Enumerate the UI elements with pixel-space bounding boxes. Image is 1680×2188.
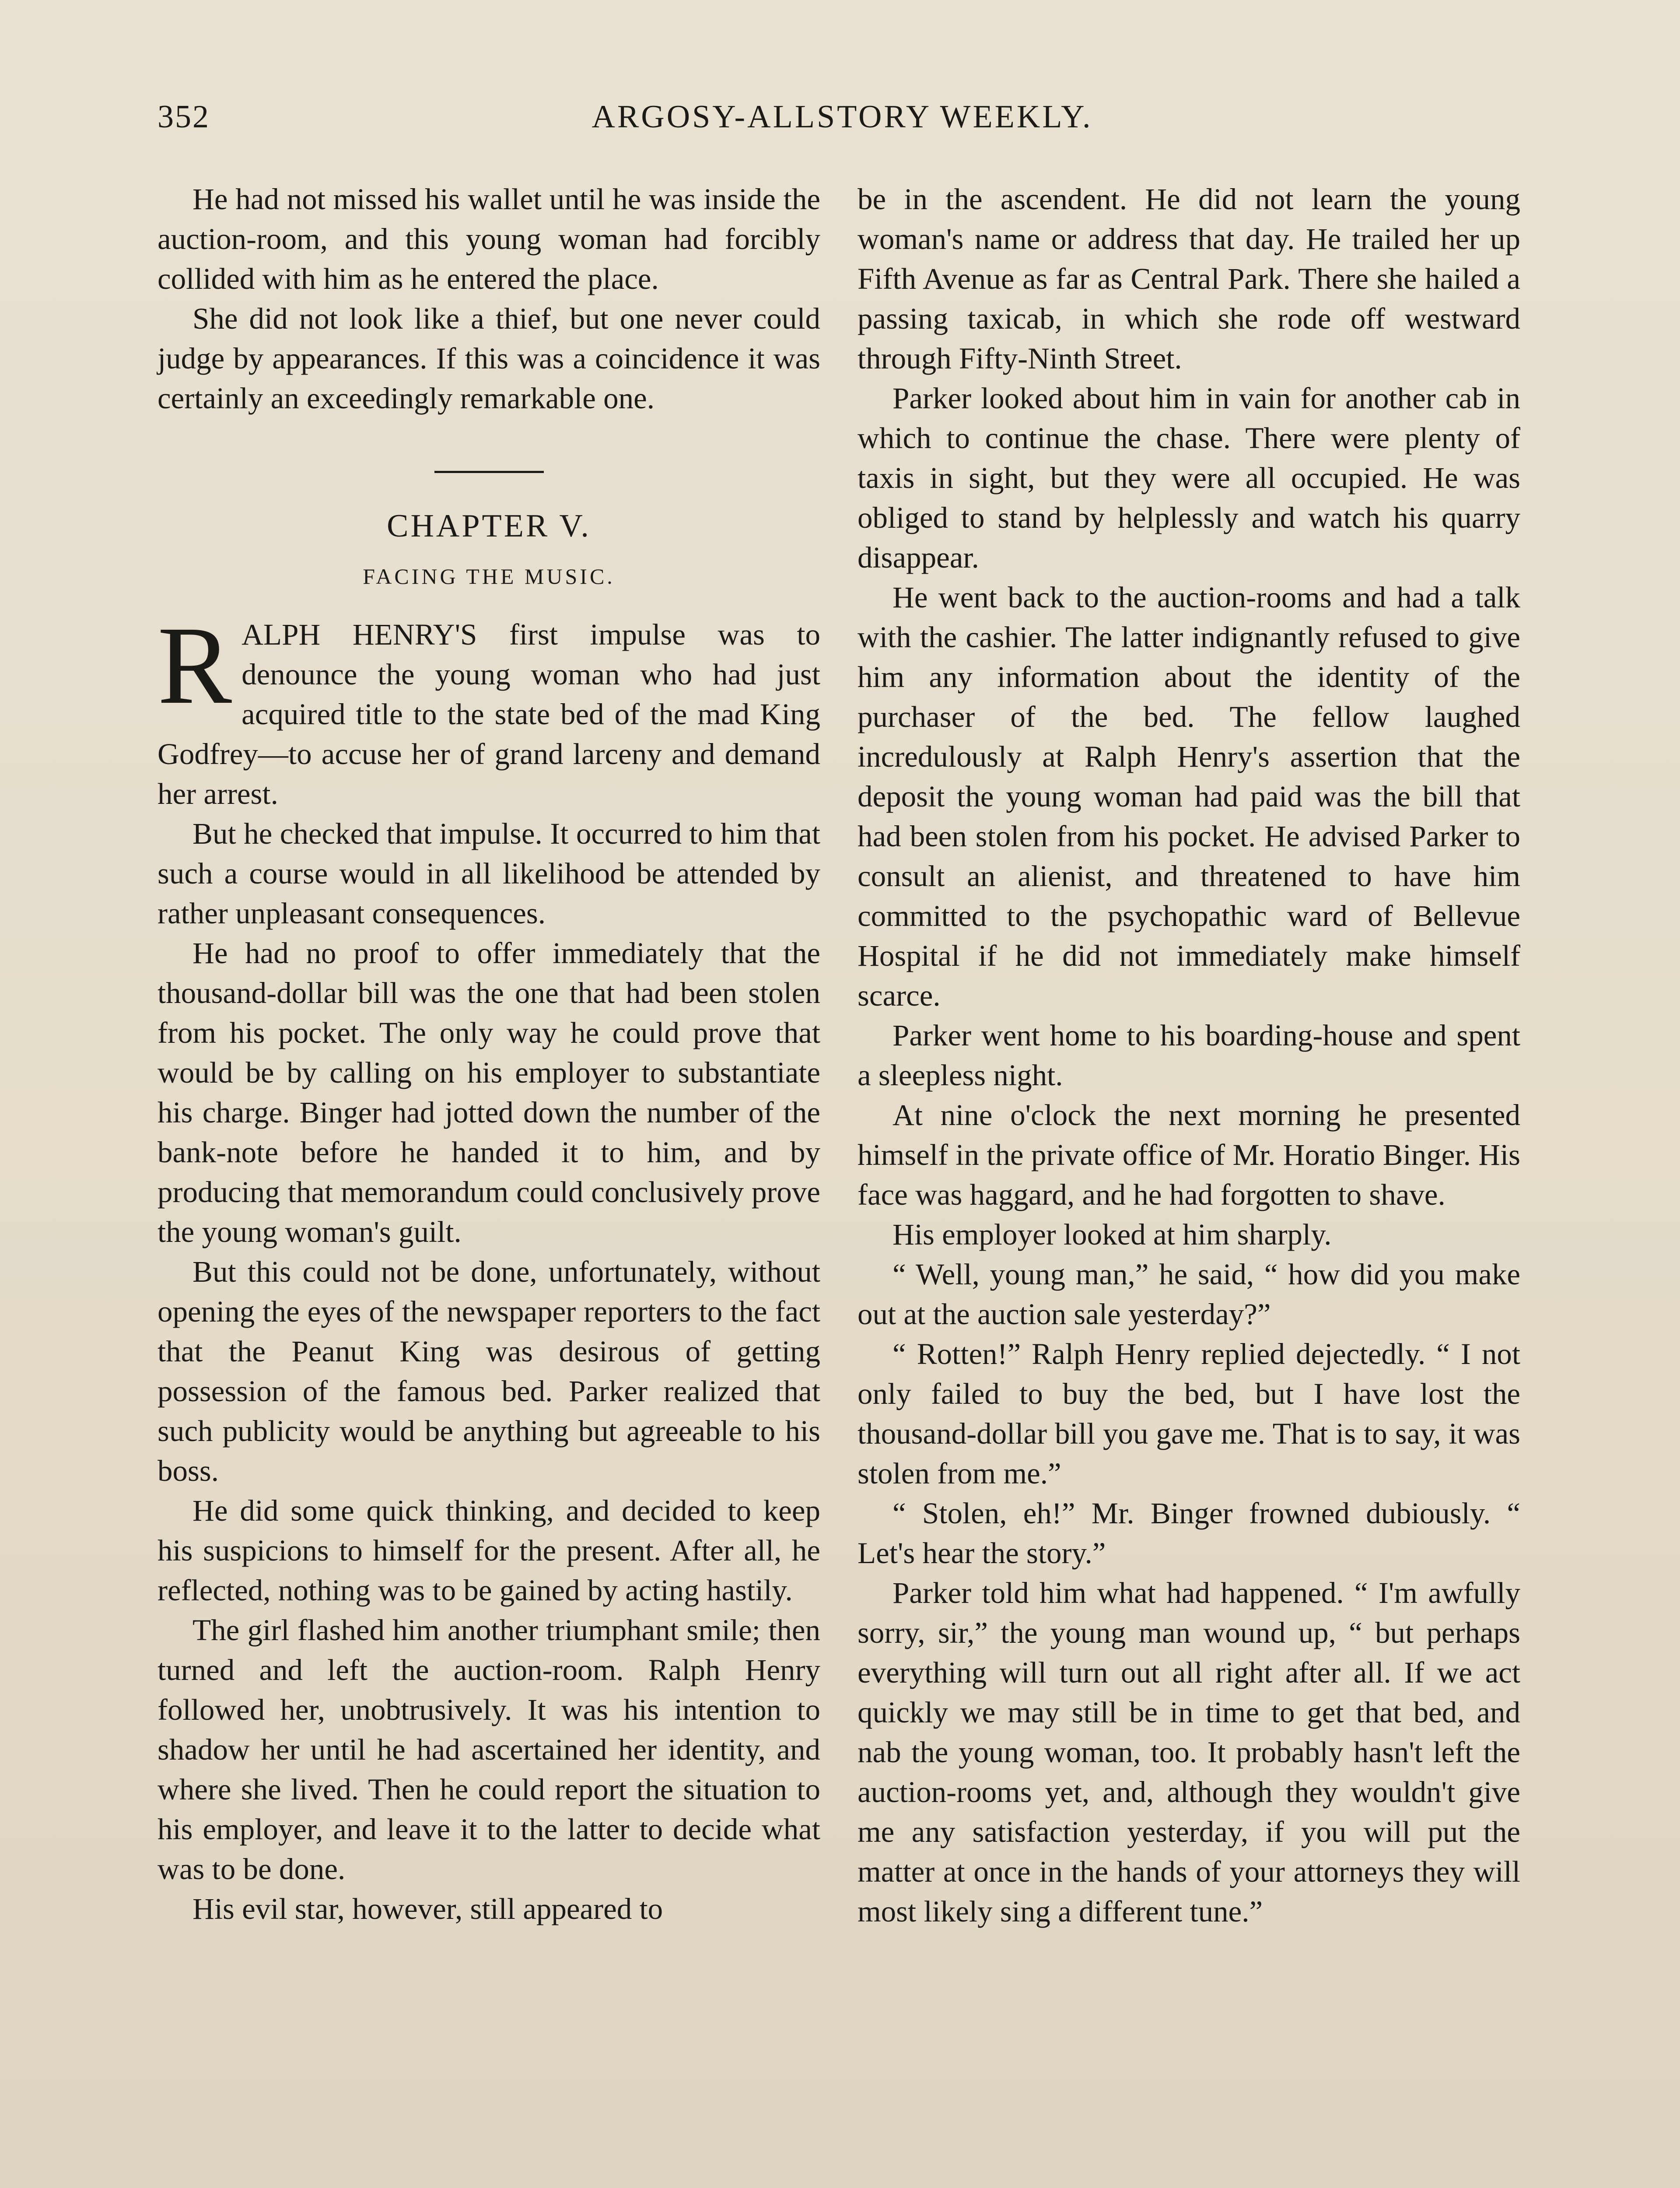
paragraph: But this could not be done, unfortunately, without opening the eyes of the newspaper reporters to the fact that the Peanut King was desirous of getting possession of the famous bed. Parker realized that such publicity would be anything but agreeable to his boss. xyxy=(158,1255,820,1487)
right-column xyxy=(858,179,1520,1932)
drop-cap: R xyxy=(158,604,232,727)
chapter-title: CHAPTER V. xyxy=(387,508,591,544)
section-divider xyxy=(434,471,544,473)
chapter-subtitle-text: FACING THE MUSIC. xyxy=(363,564,615,589)
page-header xyxy=(158,98,1527,147)
paragraph: Parker told him what had happened. “ I'm awfully sorry, sir,” the young man wound up, “ but perhaps everything will turn out all right after all. If we act quickly we may still be in time to get that bed, and nab the young woman, too. It probably hasn't left the auction-rooms yet, and, although they wouldn't give me any satisfaction yesterday, if you will put the matter at once in the hands of your attorneys they will most likely sing a different tune.” xyxy=(858,1576,1520,1928)
paragraph: But he checked that impulse. It occurred to him that such a course would in all likelihood be attended by rather unpleasant consequences. xyxy=(158,817,820,930)
paragraph: The girl flashed him another triumphant smile; then turned and left the auction-room. Ralph Henry followed her, unobtrusively. It was his intention to shadow her until he had ascertained her identity, and where she lived. Then he could report the situation to his employer, and leave it to the latter to decide what was to be done. xyxy=(158,1613,820,1886)
paragraph: He had not missed his wallet until he was inside the auction-room, and this young woman had forcibly collided with him as he entered the place. xyxy=(158,182,820,295)
paragraph: Parker went home to his boarding-house and spent a sleepless night. xyxy=(858,1019,1520,1092)
opening-paragraph-text: ALPH HENRY'S first impulse was to denounce the young woman who had just acquired title to the state bed of the mad King Godfrey—to accuse her of grand larceny and demand her arrest. xyxy=(158,618,820,810)
paragraph: He went back to the auction-rooms and had a talk with the cashier. The latter indignantly refused to give him any information about the identity of the purchaser of the bed. The fellow laughed incredulously at Ralph Henry's assertion that the deposit the young woman had paid was the bill that had been stolen from his pocket. He advised Parker to consult an alienist, and threatened to have him committed to the psychopathic ward of Bellevue Hospital if he did not immediately make himself scarce. xyxy=(858,581,1520,1012)
left-column xyxy=(158,179,820,1929)
paragraph: “ Well, young man,” he said, “ how did you make out at the auction sale yesterday?” xyxy=(858,1258,1520,1331)
paragraph: At nine o'clock the next morning he presented himself in the private office of Mr. Horatio Binger. His face was haggard, and he had forgotten to shave. xyxy=(858,1098,1520,1211)
paragraph: He had no proof to offer immediately that the thousand-dollar bill was the one that had been stolen from his pocket. The only way he could prove that would be by calling on his employer to substantiate his charge. Binger had jotted down the number of the bank-note before he handed it to him, and by producing that memorandum could conclusively prove the young woman's guilt. xyxy=(158,936,820,1248)
paragraph: “ Stolen, eh!” Mr. Binger frowned dubiously. “ Let's hear the story.” xyxy=(858,1497,1520,1570)
chapter-subtitle xyxy=(158,557,820,596)
opening-paragraph xyxy=(158,604,820,814)
paragraph: Parker looked about him in vain for another cab in which to continue the chase. There were plenty of taxis in sight, but they were all occupied. He was obliged to stand by helplessly and watch his quarry disappear. xyxy=(858,382,1520,574)
paragraph: He did some quick thinking, and decided to keep his suspicions to himself for the present. After all, he reflected, nothing was to be gained by acting hastily. xyxy=(158,1494,820,1607)
paragraph: She did not look like a thief, but one never could judge by appearances. If this was a coincidence it was certainly an exceedingly remarkable one. xyxy=(158,302,820,415)
running-title: ARGOSY-ALLSTORY WEEKLY. xyxy=(592,99,1093,135)
paragraph-continued: be in the ascendent. He did not learn the young woman's name or address that day. He trailed her up Fifth Avenue as far as Central Park. There she hailed a passing taxicab, in which she rode off westward through Fifty-Ninth Street. xyxy=(858,182,1520,375)
paragraph: His evil star, however, still appeared to xyxy=(192,1892,663,1925)
paragraph: “ Rotten!” Ralph Henry replied dejectedly. “ I not only failed to buy the bed, but I have lost the thousand-dollar bill you gave me. That is to say, it was stolen from me.” xyxy=(858,1337,1520,1490)
paragraph: His employer looked at him sharply. xyxy=(892,1218,1332,1251)
page-number: 352 xyxy=(158,99,210,135)
